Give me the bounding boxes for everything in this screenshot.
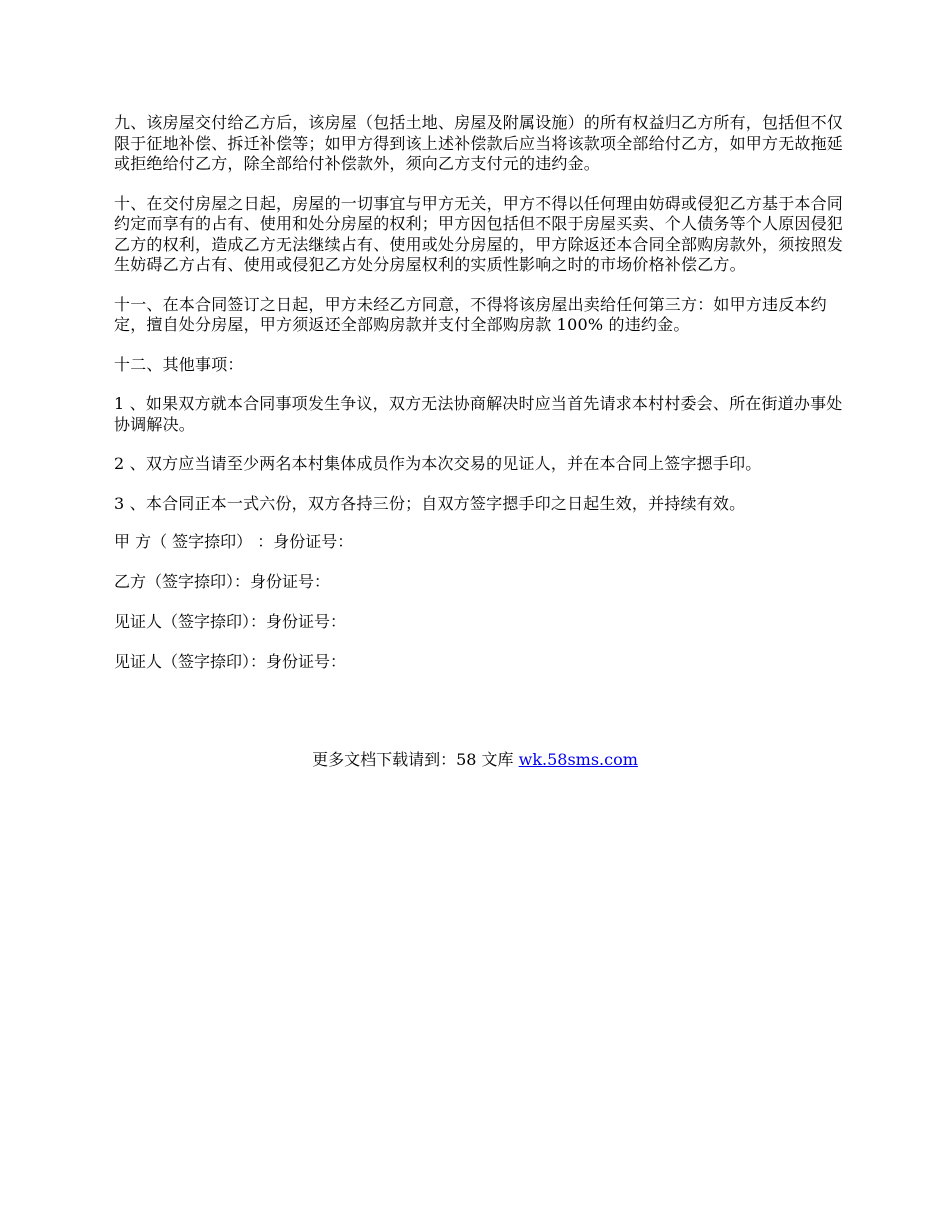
footer	[0, 750, 950, 770]
party-a-signature-line: 甲 方（ 签字捺印） ：身份证号：	[114, 532, 354, 551]
clause-12-item-1: 1 、如果双方就本合同事项发生争议，双方无法协商解决时应当首先请求本村村委会、所在街道办事处协调解决。	[114, 394, 843, 434]
document-body	[114, 113, 844, 693]
clause-10-paragraph: 十、在交付房屋之日起，房屋的一切事宜与甲方无关，甲方不得以任何理由妨碍或侵犯乙方基于本合同约定而享有的占有、使用和处分房屋的权利；甲方因包括但不限于房屋买卖、个人债务等个人原因侵犯乙方的权利，造成乙方无法继续占有、使用或处分房屋的，甲方除返还本合同全部购房款外，须按照发生妨碍乙方占有、使用或侵犯乙方处分房屋权利的实质性影响之时的市场价格补偿乙方。	[114, 193, 844, 274]
party-b-signature-line: 乙方（签字捺印）：身份证号：	[114, 572, 331, 591]
footer-link[interactable]: wk.58sms.com	[518, 750, 638, 769]
footer-prefix-text: 更多文档下载请到：58 文库	[312, 750, 519, 769]
clause-12-heading: 十二、其他事项：	[114, 354, 244, 374]
clause-12-item-3: 3 、本合同正本一式六份，双方各持三份；自双方签字摁手印之日起生效，并持续有效。	[114, 493, 746, 513]
clause-11-paragraph: 十一、在本合同签订之日起，甲方未经乙方同意，不得将该房屋出卖给任何第三方：如甲方违反本约定，擅自处分房屋，甲方须返还全部购房款并支付全部购房款 100% 的违约金。	[114, 294, 827, 334]
clause-9-paragraph: 九、该房屋交付给乙方后，该房屋（包括土地、房屋及附属设施）的所有权益归乙方所有，包括但不仅限于征地补偿、拆迁补偿等；如甲方得到该上述补偿款后应当将该款项全部给付乙方，如甲方无故拖延或拒绝给付乙方，除全部给付补偿款外，须向乙方支付元的违约金。	[114, 113, 844, 173]
witness-1-signature-line: 见证人（签字捺印）：身份证号：	[114, 612, 347, 631]
witness-2-signature-line: 见证人（签字捺印）：身份证号：	[114, 652, 347, 671]
clause-12-item-2: 2 、双方应当请至少两名本村集体成员作为本次交易的见证人，并在本合同上签字摁手印。	[114, 454, 762, 473]
